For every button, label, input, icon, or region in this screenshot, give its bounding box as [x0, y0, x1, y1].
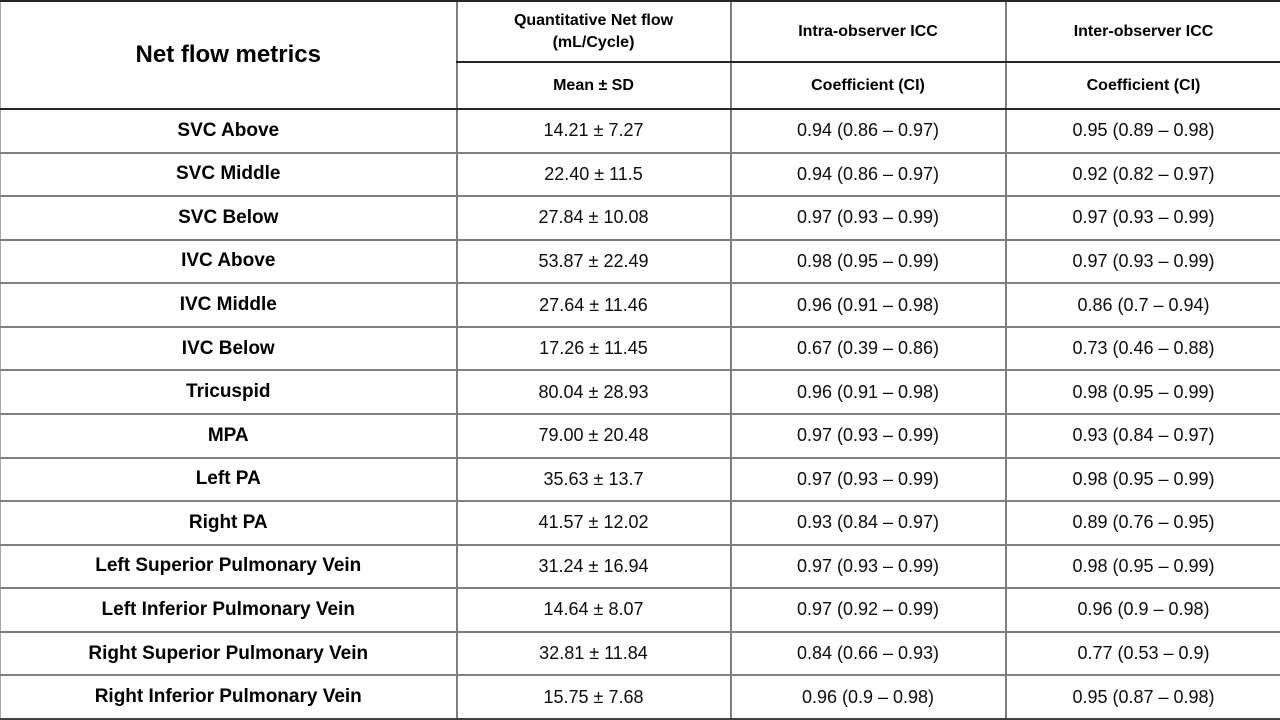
subheader-mean-sd: Mean ± SD	[457, 62, 731, 109]
intra-icc-cell: 0.97 (0.93 – 0.99)	[731, 196, 1006, 240]
intra-icc-cell: 0.94 (0.86 – 0.97)	[731, 153, 1006, 197]
inter-icc-cell: 0.98 (0.95 – 0.99)	[1006, 458, 1280, 502]
table-row	[1, 458, 1280, 502]
inter-icc-cell: 0.86 (0.7 – 0.94)	[1006, 283, 1280, 327]
metric-cell: SVC Below	[1, 196, 457, 240]
inter-icc-cell: 0.98 (0.95 – 0.99)	[1006, 370, 1280, 414]
metric-cell: Tricuspid	[1, 370, 457, 414]
mean-sd-cell: 35.63 ± 13.7	[457, 458, 731, 502]
column-group-label-line1: Quantitative Net flow	[513, 11, 674, 29]
subheader-inter-coefficient-ci: Coefficient (CI)	[1006, 62, 1280, 109]
subheader-intra-coefficient-ci: Coefficient (CI)	[731, 62, 1006, 109]
metric-cell: Right PA	[1, 501, 457, 545]
intra-icc-cell: 0.97 (0.93 – 0.99)	[731, 545, 1006, 589]
table-row	[1, 545, 1280, 589]
intra-icc-cell: 0.96 (0.91 – 0.98)	[731, 370, 1006, 414]
metric-cell: SVC Middle	[1, 153, 457, 197]
inter-icc-cell: 0.73 (0.46 – 0.88)	[1006, 327, 1280, 371]
mean-sd-cell: 17.26 ± 11.45	[457, 327, 731, 371]
mean-sd-cell: 31.24 ± 16.94	[457, 545, 731, 589]
table-row	[1, 109, 1280, 153]
inter-icc-cell: 0.97 (0.93 – 0.99)	[1006, 240, 1280, 284]
table-row	[1, 370, 1280, 414]
mean-sd-cell: 22.40 ± 11.5	[457, 153, 731, 197]
metric-cell: Left Superior Pulmonary Vein	[1, 545, 457, 589]
metric-cell: Left Inferior Pulmonary Vein	[1, 588, 457, 632]
table-row	[1, 327, 1280, 371]
metric-cell: Left PA	[1, 458, 457, 502]
inter-icc-cell: 0.97 (0.93 – 0.99)	[1006, 196, 1280, 240]
inter-icc-cell: 0.89 (0.76 – 0.95)	[1006, 501, 1280, 545]
column-group-intra-observer-icc	[731, 1, 1006, 62]
metric-cell: SVC Above	[1, 109, 457, 153]
inter-icc-cell: 0.92 (0.82 – 0.97)	[1006, 153, 1280, 197]
intra-icc-cell: 0.96 (0.9 – 0.98)	[731, 675, 1006, 719]
intra-icc-cell: 0.97 (0.92 – 0.99)	[731, 588, 1006, 632]
mean-sd-cell: 53.87 ± 22.49	[457, 240, 731, 284]
metric-cell: IVC Above	[1, 240, 457, 284]
intra-icc-cell: 0.96 (0.91 – 0.98)	[731, 283, 1006, 327]
inter-icc-cell: 0.93 (0.84 – 0.97)	[1006, 414, 1280, 458]
inter-icc-cell: 0.98 (0.95 – 0.99)	[1006, 545, 1280, 589]
table-header	[1, 1, 1280, 109]
mean-sd-cell: 79.00 ± 20.48	[457, 414, 731, 458]
intra-icc-cell: 0.97 (0.93 – 0.99)	[731, 414, 1006, 458]
column-group-label-line2: (mL/Cycle)	[552, 33, 635, 51]
intra-icc-cell: 0.93 (0.84 – 0.97)	[731, 501, 1006, 545]
intra-icc-cell: 0.67 (0.39 – 0.86)	[731, 327, 1006, 371]
intra-icc-cell: 0.94 (0.86 – 0.97)	[731, 109, 1006, 153]
metric-cell: MPA	[1, 414, 457, 458]
intra-icc-cell: 0.98 (0.95 – 0.99)	[731, 240, 1006, 284]
mean-sd-cell: 41.57 ± 12.02	[457, 501, 731, 545]
table-body	[1, 109, 1280, 719]
mean-sd-cell: 14.21 ± 7.27	[457, 109, 731, 153]
inter-icc-cell: 0.95 (0.89 – 0.98)	[1006, 109, 1280, 153]
column-group-quantitative-net-flow	[457, 1, 731, 62]
corner-header-net-flow-metrics: Net flow metrics	[1, 1, 457, 109]
table-row	[1, 196, 1280, 240]
mean-sd-cell: 27.84 ± 10.08	[457, 196, 731, 240]
table-row	[1, 632, 1280, 676]
inter-icc-cell: 0.96 (0.9 – 0.98)	[1006, 588, 1280, 632]
table-row	[1, 153, 1280, 197]
metric-cell: Right Superior Pulmonary Vein	[1, 632, 457, 676]
column-group-label: Inter-observer ICC	[1073, 22, 1214, 40]
table-row	[1, 414, 1280, 458]
mean-sd-cell: 27.64 ± 11.46	[457, 283, 731, 327]
table-row	[1, 240, 1280, 284]
inter-icc-cell: 0.95 (0.87 – 0.98)	[1006, 675, 1280, 719]
header-row-groups	[1, 1, 1280, 62]
metric-cell: Right Inferior Pulmonary Vein	[1, 675, 457, 719]
intra-icc-cell: 0.84 (0.66 – 0.93)	[731, 632, 1006, 676]
table-row	[1, 501, 1280, 545]
column-group-label: Intra-observer ICC	[798, 22, 938, 40]
metric-cell: IVC Middle	[1, 283, 457, 327]
intra-icc-cell: 0.97 (0.93 – 0.99)	[731, 458, 1006, 502]
column-group-inter-observer-icc	[1006, 1, 1280, 62]
mean-sd-cell: 15.75 ± 7.68	[457, 675, 731, 719]
table-row	[1, 283, 1280, 327]
metric-cell: IVC Below	[1, 327, 457, 371]
mean-sd-cell: 32.81 ± 11.84	[457, 632, 731, 676]
mean-sd-cell: 80.04 ± 28.93	[457, 370, 731, 414]
table-row	[1, 588, 1280, 632]
mean-sd-cell: 14.64 ± 8.07	[457, 588, 731, 632]
table-row	[1, 675, 1280, 719]
inter-icc-cell: 0.77 (0.53 – 0.9)	[1006, 632, 1280, 676]
